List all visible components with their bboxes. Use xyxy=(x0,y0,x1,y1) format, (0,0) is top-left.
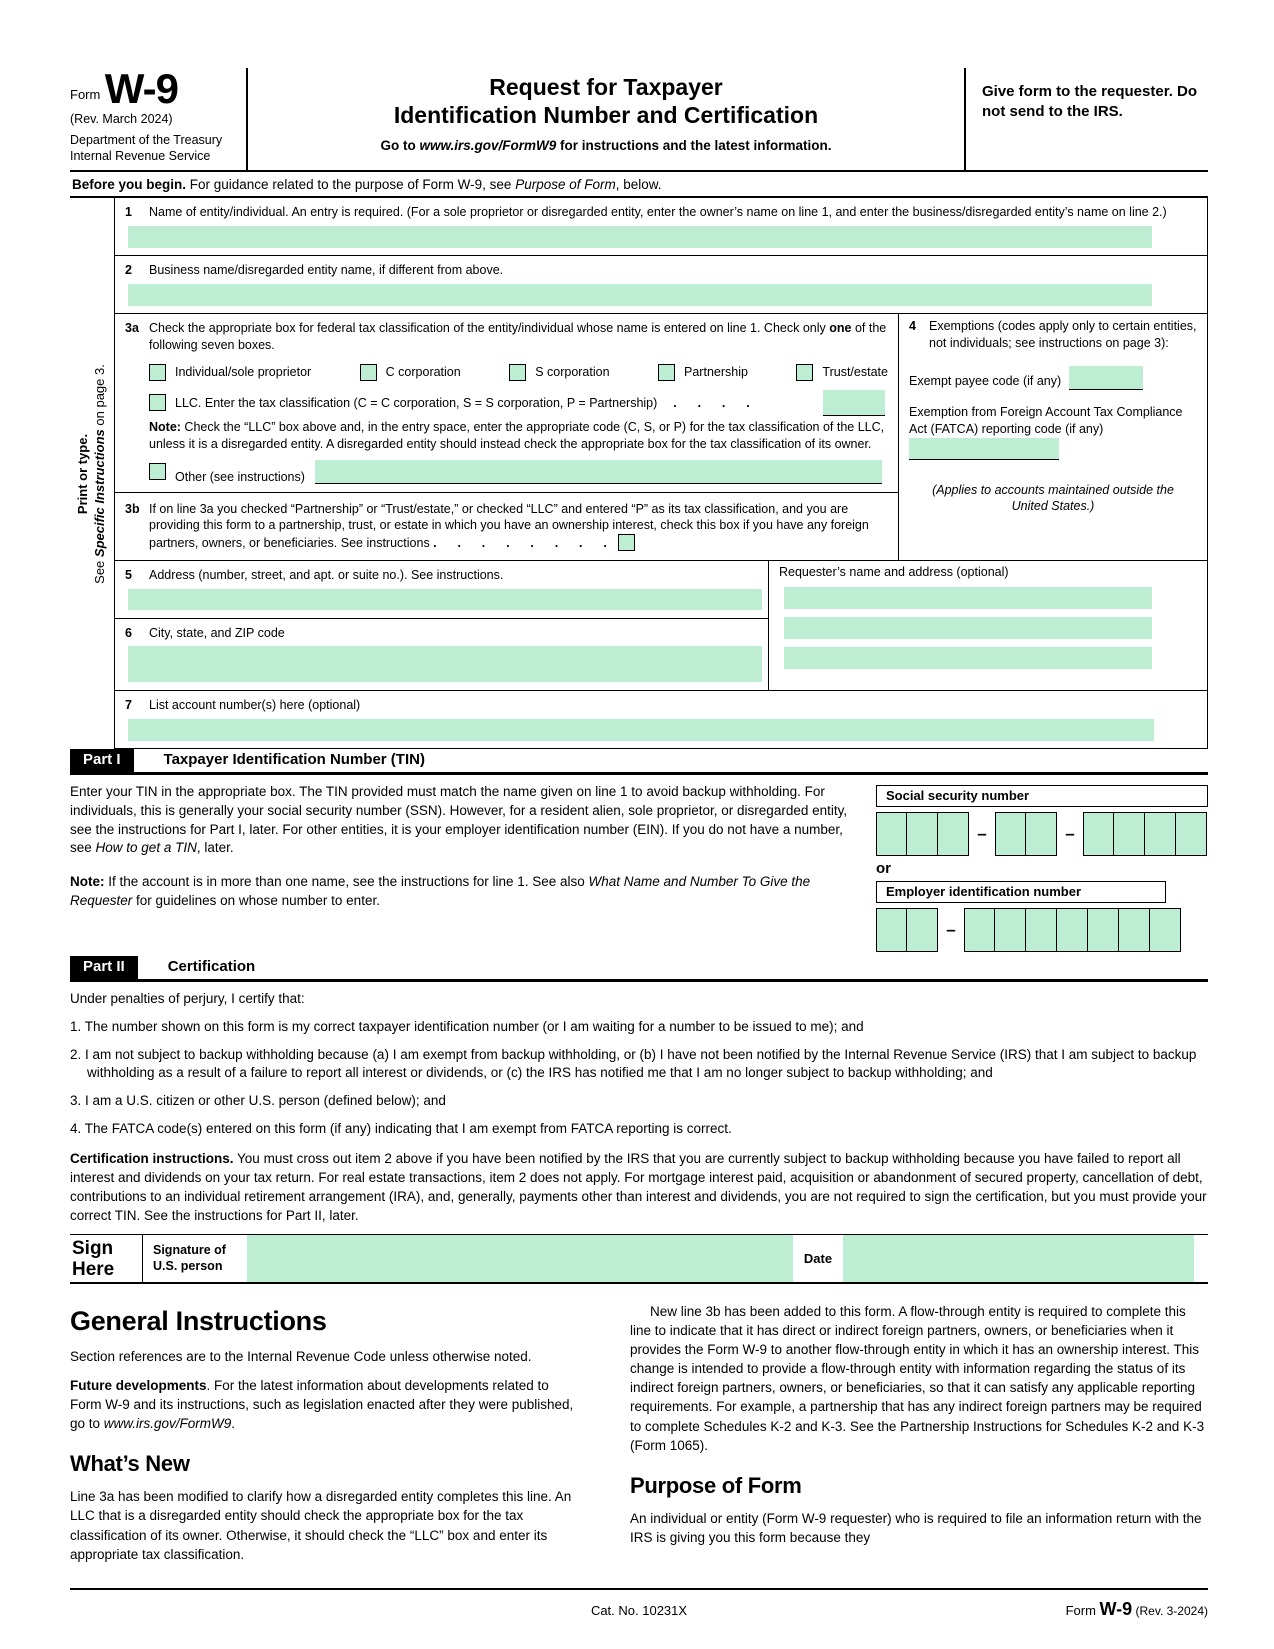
classification-and-exemptions-group xyxy=(115,314,1207,561)
other-entry-field[interactable] xyxy=(315,460,882,484)
general-instructions-title: General Instructions xyxy=(70,1305,327,1336)
line1-number: 1 xyxy=(125,205,132,220)
address-column xyxy=(115,561,769,690)
ssn-dash-2: – xyxy=(1065,823,1075,843)
see-word: See xyxy=(92,556,107,584)
ssn-group-2 xyxy=(995,812,1057,856)
line7-number: 7 xyxy=(125,697,132,712)
fatca-line xyxy=(909,404,1197,460)
ein-digit-box-7[interactable] xyxy=(1088,908,1119,952)
give-form-note: Give form to the requester. Do not send to the IRS. xyxy=(982,83,1198,121)
checkbox-trust-estate[interactable] xyxy=(796,364,813,381)
part1-badge: Part I xyxy=(70,749,134,772)
city-state-zip-input-field[interactable] xyxy=(128,646,762,682)
applies-note: (Applies to accounts maintained outside the United States.) xyxy=(932,482,1174,514)
part1-note-lead: Note: xyxy=(70,874,105,890)
account-numbers-input-field[interactable] xyxy=(128,719,1154,741)
form-line-7 xyxy=(115,691,1207,748)
other-label: Other (see instructions) xyxy=(175,469,305,484)
ssn-digit-box-7[interactable] xyxy=(1114,812,1145,856)
page-footer xyxy=(70,1588,1208,1620)
ein-digit-box-3[interactable] xyxy=(964,908,995,952)
certification-instructions-text: You must cross out item 2 above if you have been notified by the IRS that you are currently subject to backup withholding because you have failed to report all interest and dividends on your tax return. For real estate transactions, item 2 does not apply. For mortgage interest paid, acquisition or abandonment of secured property, cancellation of debt, contributions to an individual retirement arrangement (IRA), and, generally, payments other than interest and dividends, you are not required to sign the certification, but you must provide your correct TIN. See the instructions for Part II, later. xyxy=(70,1151,1207,1223)
goto-suffix: for instructions and the latest information. xyxy=(556,138,832,154)
part1-paragraph-text: Enter your TIN in the appropriate box. The TIN provided must match the name given on line 1 to avoid backup withholding. For individuals, this is generally your social security number (SSN). However, for a resident alien, sole proprietor, or disregarded entity, see the instructions for Part I, later. For other entities, it is your employer identification number (EIN). If you do not have a number, see xyxy=(70,783,848,856)
certification-intro: Under penalties of perjury, I certify that: xyxy=(70,990,305,1006)
ssn-digit-box-6[interactable] xyxy=(1083,812,1114,856)
whats-new-title: What’s New xyxy=(70,1451,190,1477)
checkbox-3b-foreign-partners[interactable] xyxy=(618,534,635,551)
ssn-digit-box-1[interactable] xyxy=(876,812,907,856)
tin-entry-column xyxy=(876,783,1208,956)
ssn-digit-box-4[interactable] xyxy=(995,812,1026,856)
option-trust-estate xyxy=(796,364,888,381)
line2-head xyxy=(115,260,1207,279)
checkbox-partnership[interactable] xyxy=(658,364,675,381)
goto-instruction xyxy=(258,138,954,153)
line3b-text: If on line 3a you checked “Partnership” or “Trust/estate,” or checked “LLC” and entered “P” as its tax classification, and you are providing this form to a partnership, trust, or estate in which you have an ownership interest, check this box if you have any foreign partners, owners, or beneficiaries. See instructions xyxy=(149,501,869,551)
form-title-block xyxy=(246,68,966,170)
line3a-label-suffix: of the following seven boxes. xyxy=(149,321,887,352)
before-you-begin xyxy=(70,172,1208,198)
print-or-type-sidebar xyxy=(70,198,114,749)
future-developments-url: www.irs.gov/FormW9 xyxy=(103,1416,232,1432)
line3a-label-prefix: Check the appropriate box for federal tax classification of the entity/individual whose name is entered on line 1. Check only xyxy=(149,321,830,336)
llc-dot-leader: . . . . xyxy=(673,395,750,410)
future-developments-lead: Future developments xyxy=(70,1377,207,1393)
sign-here-row xyxy=(70,1234,1208,1284)
ssn-dash-1: – xyxy=(977,823,987,843)
instructions-right-column xyxy=(630,1298,1208,1564)
ssn-digit-box-3[interactable] xyxy=(938,812,969,856)
form-line-5 xyxy=(115,561,768,619)
part1-note-text: If the account is in more than one name, see the instructions for line 1. See also xyxy=(104,874,589,890)
signature-input-field[interactable] xyxy=(247,1235,793,1282)
other-option-line xyxy=(149,460,888,484)
form-line-1 xyxy=(115,198,1207,256)
certification-item-3: 3. I am a U.S. citizen or other U.S. person (defined below); and xyxy=(70,1093,446,1109)
part1-note-italic: What Name and Number To Give the Requester xyxy=(70,874,811,909)
general-instructions-p1: Section references are to the Internal Revenue Code unless otherwise noted. xyxy=(70,1348,532,1364)
form-line-4-exemptions xyxy=(899,314,1207,560)
date-input-field[interactable] xyxy=(843,1235,1194,1282)
future-developments-text: . For the latest information about developments related to Form W-9 and its instructions, such as legislation enacted after they were published, go to xyxy=(70,1377,574,1432)
line3b-label xyxy=(149,501,890,553)
irs-url: www.irs.gov/FormW9 xyxy=(419,138,557,154)
part1-note-tail: for guidelines on whose number to enter. xyxy=(132,893,380,909)
name-input-field[interactable] xyxy=(128,226,1152,248)
ein-digit-box-2[interactable] xyxy=(907,908,938,952)
ein-digit-box-1[interactable] xyxy=(876,908,907,952)
whats-new-paragraph: Line 3a has been modified to clarify how a disregarded entity completes this line. An LLC that is a disregarded entity should check the appropriate box for the tax classification of its owner. Otherwise, it should check the “LLC” box and enter its appropriate tax classification. xyxy=(70,1489,572,1562)
agency-block xyxy=(70,132,238,165)
see-instructions-label xyxy=(92,364,109,584)
ein-digit-box-4[interactable] xyxy=(995,908,1026,952)
line6-label: City, state, and ZIP code xyxy=(149,626,285,641)
certification-instructions xyxy=(70,1150,1208,1226)
department-name: Department of the Treasury xyxy=(70,132,223,147)
line3b-change-paragraph: New line 3b has been added to this form. A flow-through entity is required to complete this line to indicate that it has direct or indirect foreign partners, owners, or beneficiaries when it provides the Form W-9 to another flow-through entity in which it has an ownership interest. This change is intended to provide a flow-through entity with information regarding the status of its indirect foreign partners, owners, or beneficiaries, so that it can satisfy any applicable reporting requirements. For example, a partnership that has any indirect foreign partners may be required to complete Schedules K-2 and K-3. See the Partnership Instructions for Schedules K-2 and K-3 (Form 1065). xyxy=(630,1303,1205,1453)
requester-column xyxy=(769,561,1207,690)
line5-number: 5 xyxy=(125,568,132,583)
before-lead: Before you begin. xyxy=(72,177,187,193)
form-line-3a xyxy=(115,314,898,493)
catalog-number: Cat. No. 10231X xyxy=(590,1602,688,1618)
line3a-number: 3a xyxy=(125,321,139,336)
option-partnership-label: Partnership xyxy=(684,365,748,380)
line7-head xyxy=(115,695,1207,714)
line4-number: 4 xyxy=(909,319,916,334)
llc-note-text: Check the “LLC” box above and, in the entry space, enter the appropriate code (C, S, or P) for the tax classification of the LLC, unless it is a disregarded entity. A disregarded entity should instead check the appropriate box for the tax classification of its owner. xyxy=(149,419,885,451)
instructions-section xyxy=(70,1298,1208,1564)
llc-note-lead: Note: xyxy=(149,419,181,434)
llc-option-line xyxy=(149,390,888,416)
ssn-label-box: Social security number xyxy=(876,785,1208,807)
ein-group-2 xyxy=(964,908,1181,952)
line3a-label-bold: one xyxy=(829,321,852,336)
fatca-label: Exemption from Foreign Account Tax Compliance Act (FATCA) reporting code (if any) xyxy=(909,404,1183,436)
business-name-input-field[interactable] xyxy=(128,284,1152,306)
part1-note xyxy=(70,873,856,911)
option-c-corporation xyxy=(360,364,461,381)
option-trust-estate-label: Trust/estate xyxy=(822,365,888,380)
ssn-digit-box-8[interactable] xyxy=(1145,812,1176,856)
line2-number: 2 xyxy=(125,263,132,278)
agency-name: Internal Revenue Service xyxy=(70,149,211,164)
ssn-group-1 xyxy=(876,812,969,856)
footer-form-word: Form xyxy=(1065,1602,1100,1618)
option-c-corporation-label: C corporation xyxy=(385,365,461,380)
purpose-of-form-paragraph: An individual or entity (Form W-9 requester) who is required to file an information return with the IRS is giving you this form because they xyxy=(630,1510,1202,1546)
footer-form-id xyxy=(687,1599,1208,1620)
ein-digit-box-5[interactable] xyxy=(1026,908,1057,952)
form-body xyxy=(70,198,1208,749)
address-and-requester-group xyxy=(115,561,1207,691)
part1-paragraph xyxy=(70,783,856,859)
ssn-group-3 xyxy=(1083,812,1207,856)
form-number: W-9 xyxy=(104,65,178,112)
here-word: Here xyxy=(72,1258,115,1280)
certification-item-4: 4. The FATCA code(s) entered on this form (if any) indicating that I am exempt from FATCA reporting is correct. xyxy=(70,1121,732,1137)
requester-name-address-field-3[interactable] xyxy=(784,647,1152,669)
part1-text-column xyxy=(70,783,876,956)
part2-badge: Part II xyxy=(70,956,138,979)
part1-body xyxy=(70,783,1208,956)
form-number-line xyxy=(70,65,238,112)
specific-instructions-word: Specific Instructions xyxy=(92,428,107,557)
on-page-word: on page 3. xyxy=(92,363,107,429)
ein-digit-box-6[interactable] xyxy=(1057,908,1088,952)
ssn-digit-box-2[interactable] xyxy=(907,812,938,856)
line2-label: Business name/disregarded entity name, if different from above. xyxy=(149,263,504,278)
part2-title: Certification xyxy=(167,957,256,975)
certification-instructions-lead: Certification instructions. xyxy=(70,1151,234,1167)
line6-number: 6 xyxy=(125,626,132,641)
date-label: Date xyxy=(803,1250,833,1266)
requester-name-address-field-1[interactable] xyxy=(784,587,1152,609)
instructions-left-column xyxy=(70,1298,582,1564)
line4-head xyxy=(909,318,1197,352)
llc-label: LLC. Enter the tax classification (C = C corporation, S = S corporation, P = Partnership) xyxy=(175,395,658,410)
option-s-corporation xyxy=(509,364,609,381)
checkbox-c-corporation[interactable] xyxy=(360,364,377,381)
footer-revision: (Rev. 3-2024) xyxy=(1132,1603,1208,1618)
ssn-boxes-row xyxy=(876,812,1208,856)
form-header xyxy=(70,65,1208,172)
tax-classification-options xyxy=(149,364,888,381)
form-title-line1: Request for Taxpayer xyxy=(489,74,723,100)
line5-label: Address (number, street, and apt. or suite no.). See instructions. xyxy=(149,568,504,583)
signature-of-line1: Signature of xyxy=(153,1242,226,1257)
ein-boxes-row xyxy=(876,908,1208,952)
form-id-block xyxy=(70,65,246,170)
form-revision: (Rev. March 2024) xyxy=(70,111,173,126)
future-developments-paragraph xyxy=(70,1376,582,1433)
form-line-3b xyxy=(115,493,898,561)
line3a-label xyxy=(149,320,890,354)
or-label: or xyxy=(876,859,891,877)
option-s-corporation-label: S corporation xyxy=(535,365,610,380)
part2-header-bar xyxy=(70,956,1208,982)
how-to-get-tin-italic: How to get a TIN xyxy=(95,840,197,856)
line4-label: Exemptions (codes apply only to certain entities, not individuals; see instructions on page 3): xyxy=(929,319,1197,350)
checkbox-s-corporation[interactable] xyxy=(509,364,526,381)
part1-title: Taxpayer Identification Number (TIN) xyxy=(163,750,425,768)
line3b-head xyxy=(115,499,898,553)
form-word: Form xyxy=(70,87,101,102)
llc-classification-entry-box[interactable] xyxy=(823,390,885,416)
ssn-digit-box-9[interactable] xyxy=(1176,812,1207,856)
certification-item-1: 1. The number shown on this form is my correct taxpayer identification number (or I am waiting for a number to be issued to me); and xyxy=(70,1018,864,1034)
before-text: For guidance related to the purpose of Form W-9, see xyxy=(186,177,516,193)
part1-paragraph-tail: , later. xyxy=(196,840,234,856)
future-developments-tail: . xyxy=(231,1416,236,1432)
line6-head xyxy=(115,623,768,642)
line3a-head xyxy=(115,318,898,354)
requester-label: Requester’s name and address (optional) xyxy=(779,565,1009,580)
fatca-code-box[interactable] xyxy=(909,438,1059,460)
ssn-digit-box-5[interactable] xyxy=(1026,812,1057,856)
certification-item-2: 2. I am not subject to backup withholding because (a) I am exempt from backup withholding, or (b) I have not been notified by the Internal Revenue Service (IRS) that I am subject to backup withholding as a result of a failure to report all interest or dividends, or (c) the IRS has notified me that I am no longer subject to backup withholding; and xyxy=(70,1046,1197,1081)
checkbox-llc[interactable] xyxy=(149,394,166,411)
signature-of-label xyxy=(143,1235,247,1282)
form-title xyxy=(258,74,954,129)
llc-note xyxy=(149,419,888,453)
line7-label: List account number(s) here (optional) xyxy=(149,697,361,712)
line3b-number: 3b xyxy=(125,501,140,516)
form-line-2 xyxy=(115,256,1207,314)
part2-body xyxy=(70,990,1208,1226)
line1-head xyxy=(115,202,1207,221)
form-line-6 xyxy=(115,619,768,690)
exempt-payee-line xyxy=(909,366,1197,390)
exempt-payee-code-box[interactable] xyxy=(1069,366,1143,390)
part1-header-bar xyxy=(70,749,1208,775)
ein-group-1 xyxy=(876,908,938,952)
ein-digit-box-8[interactable] xyxy=(1119,908,1150,952)
ein-dash: – xyxy=(946,919,956,939)
ein-digit-box-9[interactable] xyxy=(1150,908,1181,952)
checkbox-other[interactable] xyxy=(149,463,166,480)
before-italic: Purpose of Form xyxy=(515,177,616,193)
goto-prefix: Go to xyxy=(380,138,420,154)
classification-column xyxy=(115,314,899,560)
requester-name-address-field-2[interactable] xyxy=(784,617,1152,639)
form-rows xyxy=(114,198,1208,749)
before-tail: , below. xyxy=(615,177,662,193)
exempt-payee-label: Exempt payee code (if any) xyxy=(909,373,1062,388)
form-title-line2: Identification Number and Certification xyxy=(393,101,819,128)
signature-of-line2: U.S. person xyxy=(153,1258,223,1273)
ein-label-box: Employer identification number xyxy=(876,881,1166,903)
print-or-type-label: Print or type. xyxy=(75,433,91,514)
sign-word: Sign xyxy=(72,1237,114,1259)
line3b-dot-leader: . . . . . . . . xyxy=(429,536,611,551)
option-partnership xyxy=(658,364,748,381)
footer-form-number: W-9 xyxy=(1099,1598,1133,1619)
line1-label: Name of entity/individual. An entry is required. (For a sole proprietor or disregarded entity, enter the owner’s name on line 1, and enter the business/disregarded entity’s name on line 2.) xyxy=(149,205,1167,220)
address-input-field[interactable] xyxy=(128,589,762,610)
line5-head xyxy=(115,565,768,584)
sign-here-label xyxy=(70,1235,143,1282)
sidebar-rotated-label xyxy=(75,364,109,584)
purpose-of-form-title: Purpose of Form xyxy=(630,1472,802,1498)
checkbox-individual-sole-proprietor[interactable] xyxy=(149,364,166,381)
option-individual xyxy=(149,364,311,381)
option-individual-label: Individual/sole proprietor xyxy=(175,365,312,380)
